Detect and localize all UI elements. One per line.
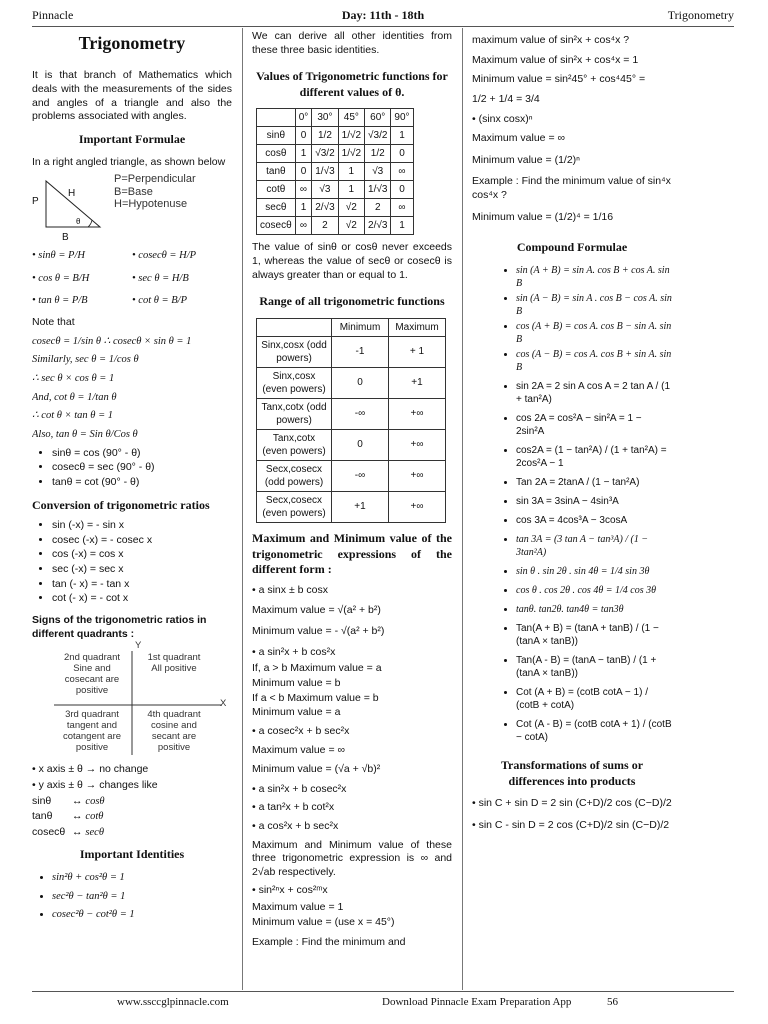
values-note: The value of sinθ or cosθ never exceeds 1, whereas the value of secθ or cosecθ is always greater than or equal to 1. [252,241,452,281]
table-row: Tanx,cotx (odd powers) -∞ +∞ [257,398,446,429]
basic-ratios [32,249,232,308]
column-1 [32,30,232,988]
triangle-legend [114,173,196,211]
legend-h: H=Hypotenuse [114,198,188,211]
intro-paragraph: It is that branch of Mathematics which deals with the measurements of the sides and angles of a triangle and also the problems associated with angles. [32,69,232,123]
maxmin-line: • a tan²x + b cot²x [252,801,335,814]
axis-rule: • y axis ± θ → changes like [32,778,158,791]
footer-website[interactable]: www.ssccglpinnacle.com [117,996,229,1008]
list-item: • cosecθ = sec (90° - θ) [52,461,232,475]
table-row: Secx,cosecx (odd powers) -∞ +∞ [257,460,446,491]
maxmin-line: Minimum value = (use x = 45°) [252,915,395,928]
triangle-intro: In a right angled triangle, as shown below [32,155,226,168]
page-number: 56 [607,996,618,1008]
list-item: • Tan(A - B) = (tanA − tanB) / (1 + (tanA × tanB)) [516,654,672,680]
values-heading: Values of Trigonometric functions for different values of θ. [256,69,448,99]
y-axis-label: Y [135,640,142,652]
maxmin-line: Maximum and Minimum value of these three trigonometric expression is ∞ and 2√ab respectively. [252,838,452,879]
transform-line: • sin C - sin D = 2 cos (C+D)/2 sin (C−D)/2 [472,818,670,831]
ratio-item: • cot θ = B/P [132,295,187,307]
table-row: Minimum Maximum [257,318,446,336]
legend-b: B=Base [114,185,153,198]
maxmin-line: • sin²ⁿx + cos²ᵐx [252,883,328,896]
quadrant-title: 1st quadrant [147,652,201,664]
column-divider [462,28,463,990]
quadrant-body: All positive [151,663,197,675]
swap-to: cosθ [85,795,105,807]
compound-list [472,264,672,744]
maxmin-line: Example : Find the minimum and [252,935,406,948]
maxmin-line: Minimum value = a [252,706,341,719]
relation-line: ∴ cot θ × tan θ = 1 [32,410,114,422]
relation-line: ∴ sec θ × cos θ = 1 [32,373,115,385]
compound-heading: Compound Formulae [516,240,628,255]
list-item: • cosec²θ − cot²θ = 1 [52,908,232,922]
maxmin-line: If, a > b Maximum value = a [252,662,382,675]
swap-from: tanθ [32,810,53,823]
list-item: • cos 3A = 4cos³A − 3cosA [516,514,672,527]
example-line: Minimum value = sin²45° + cos⁴45° = [472,73,646,86]
example-line: Minimum value = (1/2)ⁿ [472,153,580,166]
reciprocal-relations [32,335,232,442]
formulae-heading: Important Formulae [78,131,186,146]
ratio-item: • cos θ = B/H [32,272,90,284]
quadrant-body: Sine and cosecant are positive [64,663,120,696]
legend-p: P=Perpendicular [114,173,196,186]
header-day: Day: 11th - 18th [341,8,425,22]
header-topic: Trigonometry [667,8,734,22]
table-row: tanθ 0 1/√3 1 √3 ∞ [257,163,414,181]
list-item: • cos (-x) = cos x [52,548,232,562]
right-triangle-diagram [32,173,232,245]
table-row: sinθ 0 1/2 1/√2 √3/2 1 [257,127,414,145]
swap-to: secθ [85,826,104,838]
values-table [256,108,414,235]
quadrant-diagram [32,640,232,757]
maxmin-heading: Maximum and Minimum value of the trigonometric expressions of the different form : [252,530,452,577]
swap-arrow-icon: ↔ [72,794,86,807]
maxmin-line: • a cosec²x + b sec²x [252,724,350,737]
maxmin-line: • a sinx ± b cosx [252,583,328,596]
swap-from: cosecθ [32,825,66,838]
range-heading: Range of all trigonometric functions [259,294,445,309]
table-row: secθ 1 2/√3 √2 2 ∞ [257,199,414,217]
relation-line: cosecθ = 1/sin θ ∴ cosecθ × sin θ = 1 [32,335,192,347]
example-line: maximum value of sin²x + cos⁴x ? [472,34,630,46]
triangle-icon [38,175,108,235]
range-table [256,318,446,523]
list-item: • sinθ = cos (90° - θ) [52,447,232,461]
table-row: Tanx,cotx (even powers) 0 +∞ [257,429,446,460]
transform-heading: Transformations of sums or differences into products [500,758,644,788]
x-axis-label: X [220,698,227,710]
triangle-label-p: P [32,196,39,208]
column-2 [252,30,452,988]
ratio-item: • sec θ = H/B [132,272,189,284]
list-item: • sin 2A = 2 sin A cos A = 2 tan A / (1 + tan²A) [516,380,672,406]
header-brand: Pinnacle [32,8,74,22]
conversion-list [32,519,232,606]
identities-note: We can derive all other identities from these three basic identities. [252,30,452,56]
maxmin-list [252,584,452,949]
list-item: • cos 2A = cos²A − sin²A = 1 − 2sin²A [516,412,672,438]
maxmin-line: If a < b Maximum value = b [252,691,379,704]
list-item: • Cot (A - B) = (cotB cotA + 1) / (cotB − cotA) [516,718,672,744]
list-item: • sec (-x) = sec x [52,563,232,577]
quadrant-3 [54,710,130,754]
example-line: Maximum value = ∞ [472,132,565,145]
table-row: cosθ 1 √3/2 1/√2 1/2 0 [257,145,414,163]
list-item: • sin 3A = 3sinA − 4sin³A [516,495,672,508]
list-item: • sin (-x) = - sin x [52,519,232,533]
quadrant-body: cosine and secant are positive [151,720,197,753]
table-row: Secx,cosecx (even powers) +1 +∞ [257,491,446,522]
maxmin-line: • a sin²x + b cos²x [252,645,336,658]
list-item: • cos (A − B) = cos A. cos B + sin A. sin B [516,348,672,374]
page-footer [32,991,734,1014]
maxmin-line: Minimum value = - √(a² + b²) [252,625,385,638]
quadrant-title: 4th quadrant [147,709,201,721]
list-item: • Tan(A + B) = (tanA + tanB) / (1 − (tanA × tanB)) [516,622,672,648]
ratio-item: • sinθ = P/H [32,250,85,262]
list-item: • tanθ. tan2θ. tan4θ = tan3θ [516,603,672,616]
maxmin-line: • a sin²x + b cosec²x [252,782,347,795]
table-row: cosecθ ∞ 2 √2 2/√3 1 [257,217,414,235]
swap-table [32,795,232,840]
example-line: Maximum value of sin²x + cos⁴x = 1 [472,53,639,66]
signs-heading: Signs of the trigonometric ratios in different quadrants : [32,613,207,640]
axis-rule: • x axis ± θ → no change [32,763,149,776]
maxmin-line: • a cos²x + b sec²x [252,820,339,833]
list-item: • sin²θ + cos²θ = 1 [52,871,232,885]
quadrant-title: 3rd quadrant [65,709,119,721]
quadrant-4 [136,710,212,754]
transform-line: • sin C + sin D = 2 sin (C+D)/2 cos (C−D)/2 [472,797,672,810]
quadrant-title: 2nd quadrant [64,652,120,664]
swap-to: cotθ [85,811,104,823]
column-divider [242,28,243,990]
relation-line: Also, tan θ = Sin θ/Cos θ [32,428,138,440]
relation-line: And, cot θ = 1/tan θ [32,391,117,403]
triangle-label-b: B [62,232,69,244]
note-label: Note that [32,316,75,329]
list-item: • Tan 2A = 2tanA / (1 − tan²A) [516,476,672,489]
identities-list [32,871,232,922]
maxmin-line: Minimum value = b [252,676,341,689]
column-3 [472,30,672,988]
list-item: • sin (A − B) = sin A . cos B − cos A. sin B [516,292,672,318]
ratio-item: • tan θ = P/B [32,295,88,307]
table-row: Sinx,cosx (even powers) 0 +1 [257,367,446,398]
quadrant-body: tangent and cotangent are positive [62,720,122,753]
ratio-item: • cosecθ = H/P [132,250,197,262]
table-row: Sinx,cosx (odd powers) -1 + 1 [257,336,446,367]
maxmin-line: Maximum value = √(a² + b²) [252,604,381,617]
page-title: Trigonometry [78,33,186,53]
maxmin-continued [472,34,672,224]
list-item: • sin (A + B) = sin A. cos B + cos A. sin B [516,264,672,290]
list-item: • Cot (A + B) = (cotB cotA − 1) / (cotB + cotA) [516,686,672,712]
list-item: • cot (- x) = - cot x [52,592,232,606]
table-row: cotθ ∞ √3 1 1/√3 0 [257,181,414,199]
list-item: • tan (- x) = - tan x [52,578,232,592]
list-item: • tanθ = cot (90° - θ) [52,476,232,490]
identities-heading: Important Identities [79,847,185,862]
example-line: Example : Find the minimum value of sin⁴x cos⁴x ? [472,175,671,202]
triangle-label-theta: θ [76,217,81,227]
list-item: • sec²θ − tan²θ = 1 [52,890,232,904]
maxmin-line: Maximum value = 1 [252,901,344,914]
swap-arrow-icon: ↔ [72,810,86,823]
list-item: • cos2A = (1 − tan²A) / (1 + tan²A) = 2cos²A − 1 [516,444,672,470]
example-line: • (sinx cosx)ⁿ [472,112,533,125]
relation-line: Similarly, sec θ = 1/cos θ [32,354,139,366]
swap-arrow-icon: ↔ [72,825,86,838]
list-item: • tan 3A = (3 tan A − tan³A) / (1 − 3tan²A) [516,533,672,559]
list-item: • cos θ . cos 2θ . cos 4θ = 1/4 cos 3θ [516,584,672,597]
transform-list [472,797,672,832]
table-row: 0° 30° 45° 60° 90° [257,109,414,127]
footer-app-promo[interactable]: Download Pinnacle Exam Preparation App [382,996,572,1008]
example-line: 1/2 + 1/4 = 3/4 [472,92,540,105]
swap-from: sinθ [32,794,52,807]
conversion-heading: Conversion of trigonometric ratios [32,497,210,512]
maxmin-line: Maximum value = ∞ [252,743,345,756]
list-item: • sin θ . sin 2θ . sin 4θ = 1/4 sin 3θ [516,565,672,578]
page-header [32,8,734,27]
maxmin-line: Minimum value = (√a + √b)² [252,763,381,776]
complement-list [32,447,232,490]
quadrant-1 [136,653,212,675]
list-item: • cos (A + B) = cos A. cos B − sin A. sin B [516,320,672,346]
quadrant-2 [54,653,130,697]
list-item: • cosec (-x) = - cosec x [52,534,232,548]
triangle-label-h: H [68,188,76,200]
example-line: Minimum value = (1/2)⁴ = 1/16 [472,210,614,223]
